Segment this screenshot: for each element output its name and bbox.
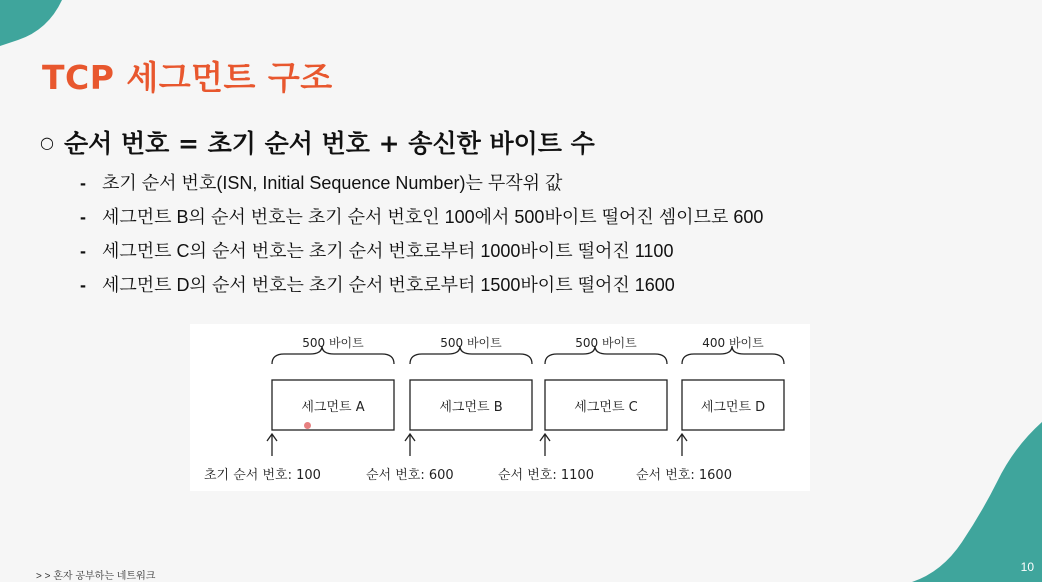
sub-bullet-text: 초기 순서 번호(ISN, Initial Sequence Number)는 무작위 값 [102, 173, 563, 193]
dash-icon: - [80, 275, 86, 295]
dash-icon: - [80, 207, 86, 227]
sub-bullet-list [80, 166, 763, 302]
sub-bullet [80, 234, 763, 268]
segment-diagram [190, 324, 810, 491]
sub-bullet [80, 268, 763, 302]
bullet-circle-icon: ○ [40, 132, 54, 152]
segment-d-bytes: 400 바이트 [702, 336, 764, 350]
main-bullet-text: 순서 번호 = 초기 순서 번호 + 송신한 바이트 수 [63, 129, 595, 158]
sub-bullet-text: 세그먼트 D의 순서 번호는 초기 순서 번호로부터 1500바이트 떨어진 1600 [102, 275, 675, 295]
segment-c-label: 세그먼트 C [574, 400, 638, 415]
segment-c-bytes: 500 바이트 [575, 336, 637, 350]
sub-bullet-text: 세그먼트 B의 순서 번호는 초기 순서 번호인 100에서 500바이트 떨어진 셈이므로 600 [102, 207, 764, 227]
footer-breadcrumb: > > 혼자 공부하는 네트워크 [36, 571, 156, 582]
corner-decoration-top-left [0, 0, 70, 50]
segment-c-seq-label: 순서 번호: 1100 [498, 468, 594, 483]
segment-d-arrow-icon [677, 434, 687, 456]
segment-a-bytes: 500 바이트 [302, 336, 364, 350]
segment-a-arrow-icon [267, 434, 277, 456]
sub-bullet [80, 200, 763, 234]
segment-a-seq-label: 초기 순서 번호: 100 [204, 468, 321, 483]
dash-icon: - [80, 173, 86, 193]
segment-b-label: 세그먼트 B [439, 400, 503, 415]
sub-bullet [80, 166, 763, 200]
segment-d-seq-label: 순서 번호: 1600 [636, 468, 732, 483]
segment-b-bytes: 500 바이트 [440, 336, 502, 350]
segment-a-label: 세그먼트 A [301, 400, 365, 415]
sub-bullet-text: 세그먼트 C의 순서 번호는 초기 순서 번호로부터 1000바이트 떨어진 1100 [102, 241, 674, 261]
segment-diagram-svg [190, 324, 810, 491]
dash-icon: - [80, 241, 86, 261]
segment-b-arrow-icon [405, 434, 415, 456]
main-bullet [40, 124, 595, 160]
segment-b-seq-label: 순서 번호: 600 [366, 468, 454, 483]
page-number: 10 [1020, 560, 1034, 574]
corner-decoration-bottom-right [902, 422, 1042, 582]
segment-d-label: 세그먼트 D [700, 400, 766, 415]
pointer-dot [304, 422, 311, 429]
segment-c-arrow-icon [540, 434, 550, 456]
slide-title: TCP 세그먼트 구조 [42, 58, 333, 97]
